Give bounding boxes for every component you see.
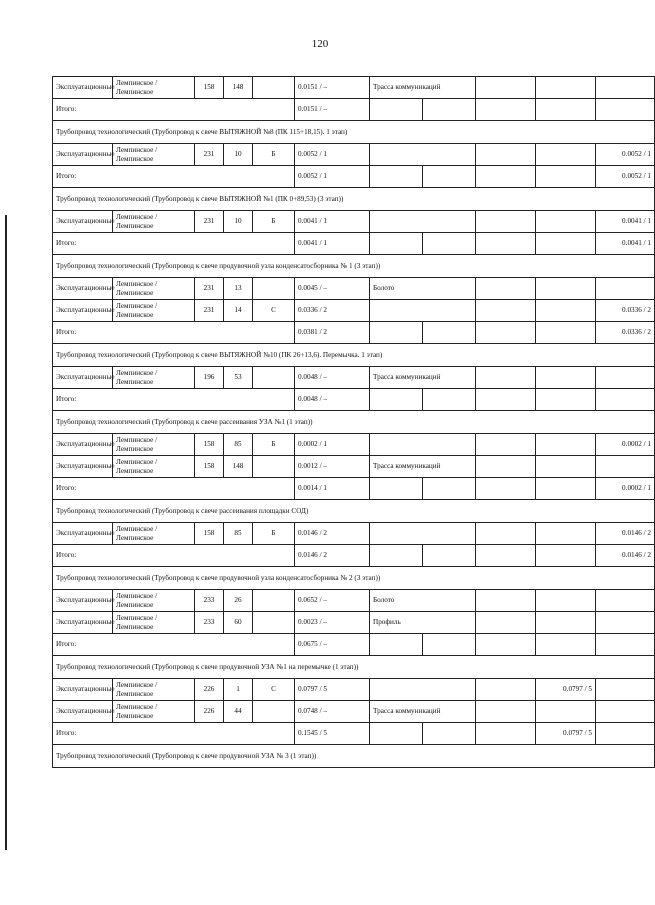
total-row	[53, 233, 655, 255]
cell-col-11	[596, 77, 655, 99]
cell-land-type	[370, 300, 476, 322]
total-col-9	[476, 478, 536, 500]
section-title: Трубопровод технологический (Трубопровод к свече ВЫТЯЖНОЙ №10 (ПК 26+13,6). Перемычка. 1 этап)	[53, 344, 655, 367]
cell-area: 0.0012 / –	[295, 456, 370, 478]
cell-category	[253, 367, 295, 389]
total-col-9	[476, 634, 536, 656]
total-col-11	[596, 634, 655, 656]
cell-col-11: 0.0002 / 1	[596, 434, 655, 456]
cell-section: 10	[224, 144, 253, 166]
cell-col-11: 0.0336 / 2	[596, 300, 655, 322]
cell-forestry: Лемпинское / Лемпинское	[113, 523, 195, 545]
total-col-11: 0.0336 / 2	[596, 322, 655, 344]
total-col-9	[476, 545, 536, 567]
cell-section: 13	[224, 278, 253, 300]
total-col-8	[423, 166, 476, 188]
total-col-11: 0.0041 / 1	[596, 233, 655, 255]
total-label: Итого:	[53, 322, 295, 344]
cell-section: 148	[224, 456, 253, 478]
total-area: 0.0146 / 2	[295, 545, 370, 567]
cell-quarter: 226	[195, 701, 224, 723]
section-title: Трубопровод технологический (Трубопровод к свече ВЫТЯЖНОЙ №8 (ПК 115+18,15). 1 этап)	[53, 121, 655, 144]
cell-col-9	[476, 523, 536, 545]
total-col-9	[476, 99, 536, 121]
total-col-9	[476, 723, 536, 745]
cell-land-type: Трасса коммуникаций	[370, 456, 476, 478]
section-title-row	[53, 656, 655, 679]
total-col-7	[370, 233, 423, 255]
cell-col-11	[596, 612, 655, 634]
cell-kind: Эксплуатационные	[53, 434, 113, 456]
cell-kind: Эксплуатационные	[53, 211, 113, 233]
section-title-row	[53, 411, 655, 434]
table-row	[53, 367, 655, 389]
total-col-10	[536, 634, 596, 656]
total-col-9	[476, 233, 536, 255]
cell-quarter: 196	[195, 367, 224, 389]
table-row	[53, 590, 655, 612]
total-row	[53, 634, 655, 656]
total-col-9	[476, 322, 536, 344]
section-title-row	[53, 121, 655, 144]
section-title: Трубопровод технологический (Трубопровод к свече продувочной УЗА № 3 (1 этап))	[53, 745, 655, 768]
total-label: Итого:	[53, 545, 295, 567]
cell-col-10	[536, 144, 596, 166]
cell-col-9	[476, 367, 536, 389]
cell-quarter: 233	[195, 612, 224, 634]
total-label: Итого:	[53, 723, 295, 745]
cell-category: Б	[253, 434, 295, 456]
cell-col-9	[476, 701, 536, 723]
section-title: Трубопровод технологический (Трубопровод к свече рассеивания УЗА №1 (1 этап))	[53, 411, 655, 434]
cell-area: 0.0045 / –	[295, 278, 370, 300]
cell-area: 0.0797 / 5	[295, 679, 370, 701]
total-row	[53, 478, 655, 500]
cell-col-9	[476, 434, 536, 456]
cell-kind: Эксплуатационные	[53, 278, 113, 300]
total-area: 0.0381 / 2	[295, 322, 370, 344]
cell-category	[253, 456, 295, 478]
cell-col-10	[536, 590, 596, 612]
cell-kind: Эксплуатационные	[53, 590, 113, 612]
total-col-7	[370, 166, 423, 188]
total-col-7	[370, 634, 423, 656]
cell-col-10	[536, 211, 596, 233]
total-label: Итого:	[53, 233, 295, 255]
total-col-8	[423, 233, 476, 255]
cell-col-11	[596, 278, 655, 300]
page-number: 120	[311, 38, 329, 50]
cell-kind: Эксплуатационные	[53, 367, 113, 389]
cell-category	[253, 701, 295, 723]
total-label: Итого:	[53, 478, 295, 500]
cell-col-9	[476, 456, 536, 478]
cell-area: 0.0002 / 1	[295, 434, 370, 456]
cell-forestry: Лемпинское / Лемпинское	[113, 77, 195, 99]
cell-category: С	[253, 679, 295, 701]
cell-quarter: 158	[195, 523, 224, 545]
cell-category	[253, 278, 295, 300]
cell-section: 14	[224, 300, 253, 322]
table-row	[53, 523, 655, 545]
cell-section: 53	[224, 367, 253, 389]
cell-area: 0.0023 / –	[295, 612, 370, 634]
cell-category: Б	[253, 211, 295, 233]
cell-section: 10	[224, 211, 253, 233]
cell-section: 85	[224, 434, 253, 456]
section-title-row	[53, 188, 655, 211]
total-col-11: 0.0146 / 2	[596, 545, 655, 567]
total-row	[53, 322, 655, 344]
cell-section: 148	[224, 77, 253, 99]
total-col-10	[536, 389, 596, 411]
cell-category: Б	[253, 523, 295, 545]
cell-forestry: Лемпинское / Лемпинское	[113, 590, 195, 612]
table-row	[53, 701, 655, 723]
cell-area: 0.0336 / 2	[295, 300, 370, 322]
table-row	[53, 278, 655, 300]
cell-quarter: 158	[195, 434, 224, 456]
total-col-7	[370, 723, 423, 745]
total-col-8	[423, 478, 476, 500]
cell-col-10	[536, 434, 596, 456]
total-area: 0.0041 / 1	[295, 233, 370, 255]
cell-col-11	[596, 701, 655, 723]
cell-col-9	[476, 679, 536, 701]
total-row	[53, 545, 655, 567]
total-area: 0.1545 / 5	[295, 723, 370, 745]
total-col-11	[596, 389, 655, 411]
cell-kind: Эксплуатационные	[53, 612, 113, 634]
total-col-8	[423, 723, 476, 745]
cell-col-9	[476, 590, 536, 612]
cell-quarter: 226	[195, 679, 224, 701]
total-area: 0.0014 / 1	[295, 478, 370, 500]
total-area: 0.0151 / –	[295, 99, 370, 121]
total-row	[53, 166, 655, 188]
cell-area: 0.0041 / 1	[295, 211, 370, 233]
cell-category	[253, 612, 295, 634]
cell-category: Б	[253, 144, 295, 166]
cell-col-9	[476, 211, 536, 233]
cell-col-11: 0.0052 / 1	[596, 144, 655, 166]
cell-kind: Эксплуатационные	[53, 701, 113, 723]
table-row	[53, 434, 655, 456]
cell-col-10	[536, 523, 596, 545]
table-row	[53, 456, 655, 478]
total-col-10	[536, 166, 596, 188]
cell-area: 0.0048 / –	[295, 367, 370, 389]
cell-col-9	[476, 278, 536, 300]
total-row	[53, 723, 655, 745]
cell-section: 85	[224, 523, 253, 545]
total-label: Итого:	[53, 634, 295, 656]
total-col-11: 0.0002 / 1	[596, 478, 655, 500]
cell-quarter: 158	[195, 77, 224, 99]
total-area: 0.0675 / –	[295, 634, 370, 656]
cell-forestry: Лемпинское / Лемпинское	[113, 300, 195, 322]
cell-land-type	[370, 679, 476, 701]
total-col-10	[536, 545, 596, 567]
total-row	[53, 99, 655, 121]
total-col-11	[596, 99, 655, 121]
cell-col-10	[536, 456, 596, 478]
table-row	[53, 77, 655, 99]
table-row	[53, 211, 655, 233]
cell-forestry: Лемпинское / Лемпинское	[113, 612, 195, 634]
total-col-10	[536, 322, 596, 344]
total-col-8	[423, 389, 476, 411]
cell-col-10	[536, 300, 596, 322]
cell-area: 0.0748 / –	[295, 701, 370, 723]
cell-land-type: Трасса коммуникаций	[370, 77, 476, 99]
cell-col-9	[476, 612, 536, 634]
land-plot-table	[52, 76, 655, 768]
table-row	[53, 300, 655, 322]
total-col-8	[423, 99, 476, 121]
section-title-row	[53, 344, 655, 367]
cell-kind: Эксплуатационные	[53, 456, 113, 478]
total-col-9	[476, 389, 536, 411]
cell-forestry: Лемпинское / Лемпинское	[113, 211, 195, 233]
cell-col-11: 0.0041 / 1	[596, 211, 655, 233]
table-row	[53, 679, 655, 701]
cell-forestry: Лемпинское / Лемпинское	[113, 679, 195, 701]
cell-section: 26	[224, 590, 253, 612]
total-col-10	[536, 233, 596, 255]
total-label: Итого:	[53, 166, 295, 188]
total-area: 0.0048 / –	[295, 389, 370, 411]
total-col-7	[370, 478, 423, 500]
cell-land-type: Болото	[370, 278, 476, 300]
cell-category	[253, 77, 295, 99]
cell-land-type	[370, 211, 476, 233]
section-title-row	[53, 745, 655, 768]
cell-col-11: 0.0146 / 2	[596, 523, 655, 545]
cell-area: 0.0151 / –	[295, 77, 370, 99]
cell-category	[253, 590, 295, 612]
cell-col-11	[596, 590, 655, 612]
cell-quarter: 231	[195, 300, 224, 322]
scan-margin-line	[5, 215, 7, 850]
cell-col-10	[536, 612, 596, 634]
total-label: Итого:	[53, 389, 295, 411]
cell-quarter: 231	[195, 278, 224, 300]
cell-section: 60	[224, 612, 253, 634]
cell-forestry: Лемпинское / Лемпинское	[113, 367, 195, 389]
cell-col-10	[536, 701, 596, 723]
cell-col-10	[536, 77, 596, 99]
cell-area: 0.0052 / 1	[295, 144, 370, 166]
cell-land-type	[370, 144, 476, 166]
section-title-row	[53, 255, 655, 278]
cell-quarter: 158	[195, 456, 224, 478]
total-col-8	[423, 634, 476, 656]
cell-forestry: Лемпинское / Лемпинское	[113, 434, 195, 456]
total-col-8	[423, 322, 476, 344]
cell-land-type: Трасса коммуникаций	[370, 367, 476, 389]
total-label: Итого:	[53, 99, 295, 121]
section-title: Трубопровод технологический (Трубопровод к свече продувочной узла конденсатосборника № 2 (3 этап))	[53, 567, 655, 590]
cell-land-type	[370, 523, 476, 545]
cell-kind: Эксплуатационные	[53, 144, 113, 166]
cell-col-11	[596, 679, 655, 701]
total-col-8	[423, 545, 476, 567]
cell-col-11	[596, 367, 655, 389]
total-col-10: 0.0797 / 5	[536, 723, 596, 745]
cell-col-11	[596, 456, 655, 478]
cell-kind: Эксплуатационные	[53, 523, 113, 545]
section-title: Трубопровод технологический (Трубопровод к свече ВЫТЯЖНОЙ №1 (ПК 0+89,53) (3 этап))	[53, 188, 655, 211]
cell-area: 0.0146 / 2	[295, 523, 370, 545]
cell-col-9	[476, 77, 536, 99]
cell-category: С	[253, 300, 295, 322]
total-col-7	[370, 99, 423, 121]
cell-land-type: Трасса коммуникаций	[370, 701, 476, 723]
cell-col-10	[536, 278, 596, 300]
cell-col-10: 0.0797 / 5	[536, 679, 596, 701]
cell-col-9	[476, 300, 536, 322]
cell-forestry: Лемпинское / Лемпинское	[113, 456, 195, 478]
cell-land-type: Профиль	[370, 612, 476, 634]
cell-forestry: Лемпинское / Лемпинское	[113, 278, 195, 300]
total-col-11: 0.0052 / 1	[596, 166, 655, 188]
cell-kind: Эксплуатационные	[53, 77, 113, 99]
cell-quarter: 233	[195, 590, 224, 612]
total-col-10	[536, 478, 596, 500]
total-col-9	[476, 166, 536, 188]
cell-area: 0.0652 / –	[295, 590, 370, 612]
cell-kind: Эксплуатационные	[53, 679, 113, 701]
total-col-11	[596, 723, 655, 745]
cell-land-type: Болото	[370, 590, 476, 612]
cell-forestry: Лемпинское / Лемпинское	[113, 144, 195, 166]
cell-kind: Эксплуатационные	[53, 300, 113, 322]
section-title: Трубопровод технологический (Трубопровод к свече рассеивания площадки СОД)	[53, 500, 655, 523]
cell-land-type	[370, 434, 476, 456]
section-title-row	[53, 500, 655, 523]
cell-col-10	[536, 367, 596, 389]
section-title: Трубопровод технологический (Трубопровод к свече продувочной узла конденсатосборника № 1 (3 этап))	[53, 255, 655, 278]
total-col-7	[370, 322, 423, 344]
total-col-10	[536, 99, 596, 121]
cell-col-9	[476, 144, 536, 166]
total-col-7	[370, 389, 423, 411]
total-row	[53, 389, 655, 411]
total-col-7	[370, 545, 423, 567]
section-title-row	[53, 567, 655, 590]
cell-section: 1	[224, 679, 253, 701]
cell-section: 44	[224, 701, 253, 723]
cell-quarter: 231	[195, 211, 224, 233]
table-row	[53, 612, 655, 634]
cell-quarter: 231	[195, 144, 224, 166]
table-row	[53, 144, 655, 166]
total-area: 0.0052 / 1	[295, 166, 370, 188]
cell-forestry: Лемпинское / Лемпинское	[113, 701, 195, 723]
section-title: Трубопровод технологический (Трубопровод к свече продувочной УЗА №1 на перемычке (1 этап))	[53, 656, 655, 679]
